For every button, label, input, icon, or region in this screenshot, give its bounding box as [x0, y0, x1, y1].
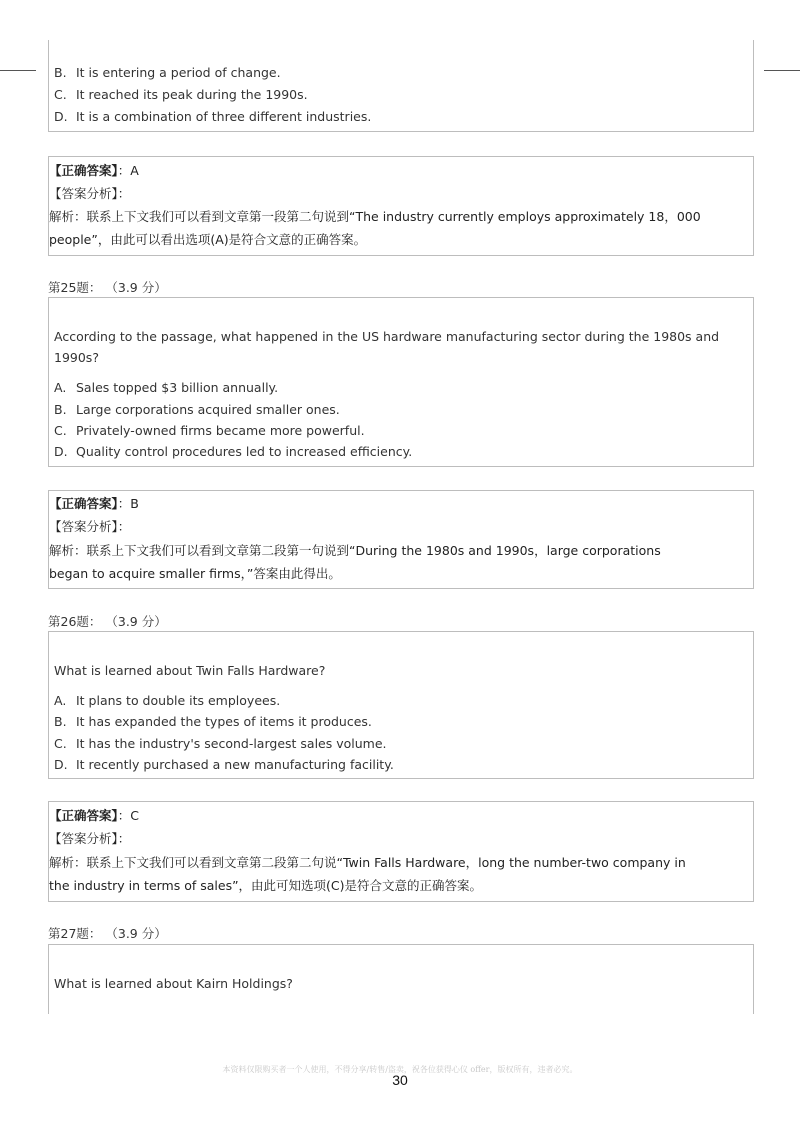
- option-c: C. It reached its peak during the 1990s.: [54, 87, 308, 102]
- option-c: C. Privately-owned firms became more powerful.: [54, 423, 365, 438]
- question-text-line-1: According to the passage, what happened in the US hardware manufacturing sector during the 1980s and: [54, 329, 720, 344]
- analysis-line-2: people”，由此可以看出选项(A)是符合文意的正确答案。: [49, 232, 367, 247]
- answer-26-box: [48, 801, 754, 902]
- analysis-line-2: began to acquire smaller firms，”答案由此得出。: [49, 566, 341, 581]
- answer-analysis-label: 【答案分析】：: [49, 186, 131, 201]
- option-b: B. It has expanded the types of items it produces.: [54, 714, 372, 729]
- question-text-line-1: What is learned about Kairn Holdings?: [54, 976, 293, 991]
- question-27-box: [48, 944, 754, 1014]
- header-rule-left: [0, 70, 36, 71]
- correct-answer: 【正确答案】：B: [49, 496, 139, 511]
- answer-25-box: [48, 490, 754, 589]
- option-b: B. Large corporations acquired smaller ones.: [54, 402, 340, 417]
- option-c: C. It has the industry's second-largest sales volume.: [54, 736, 387, 751]
- question-text-line-2: 1990s?: [54, 350, 99, 365]
- option-b: B. It is entering a period of change.: [54, 65, 281, 80]
- header-rule-right: [764, 70, 800, 71]
- question-26-heading: 第26题： （3.9 分）: [48, 614, 167, 629]
- analysis-line-1: 解析：联系上下文我们可以看到文章第二段第二句说“Twin Falls Hardware，long the number-two company in: [49, 855, 686, 870]
- question-24-options-box: [48, 40, 754, 132]
- footer-watermark: 本资料仅限购买者一个人使用，不得分享/转售/盗卖，祝各位获得心仪 offer，版权所有，违者必究。: [222, 1065, 578, 1074]
- answer-analysis-label: 【答案分析】：: [49, 519, 131, 534]
- correct-answer: 【正确答案】：C: [49, 808, 139, 823]
- correct-answer: 【正确答案】：A: [49, 163, 139, 178]
- answer-analysis-label: 【答案分析】：: [49, 831, 131, 846]
- analysis-line-2: the industry in terms of sales”，由此可知选项(C)是符合文意的正确答案。: [49, 878, 483, 893]
- option-a: A. It plans to double its employees.: [54, 693, 281, 708]
- question-26-box: [48, 631, 754, 779]
- option-d: D. It recently purchased a new manufacturing facility.: [54, 757, 394, 772]
- question-25-box: [48, 297, 754, 467]
- question-text-line-1: What is learned about Twin Falls Hardware?: [54, 663, 326, 678]
- answer-24-box: [48, 156, 754, 256]
- question-25-heading: 第25题： （3.9 分）: [48, 280, 167, 295]
- analysis-line-1: 解析：联系上下文我们可以看到文章第二段第一句说到“During the 1980s and 1990s，large corporations: [49, 543, 661, 558]
- analysis-line-1: 解析：联系上下文我们可以看到文章第一段第二句说到“The industry currently employs approximately 18，000: [49, 209, 701, 224]
- option-a: A. Sales topped $3 billion annually.: [54, 380, 279, 395]
- option-d: D. Quality control procedures led to increased efficiency.: [54, 444, 413, 459]
- question-27-heading: 第27题： （3.9 分）: [48, 926, 167, 941]
- page-number: 30: [392, 1072, 408, 1088]
- option-d: D. It is a combination of three different industries.: [54, 109, 372, 124]
